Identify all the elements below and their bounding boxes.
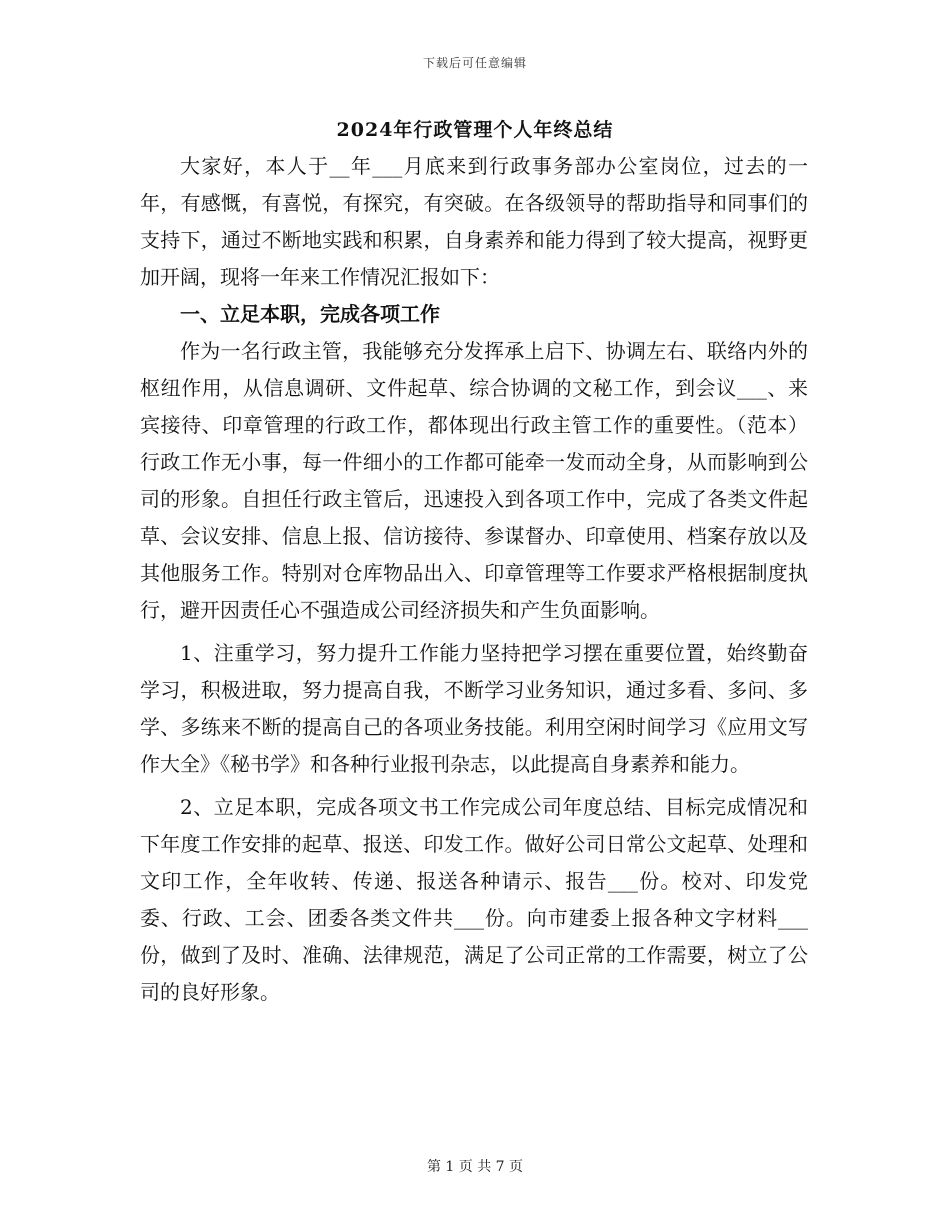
- body-paragraph: 作为一名行政主管，我能够充分发挥承上启下、协调左右、联络内外的枢纽作用，从信息调研、文件起草、综合协调的文秘工作，到会议___、来宾接待、印章管理的行政工作，都体现出行政主管工作的重要性。（范本）行政工作无小事，每一件细小的工作都可能牵一发而动全身，从而影响到公司的形象。自担任行政主管后，迅速投入到各项工作中，完成了各类文件起草、会议安排、信息上报、信访接待、参谋督办、印章使用、档案存放以及其他服务工作。特别对仓库物品出入、印章管理等工作要求严格根据制度执行，避开因责任心不强造成公司经济损失和产生负面影响。: [140, 339, 808, 622]
- intro-paragraph: 大家好，本人于__年___月底来到行政事务部办公室岗位，过去的一年，有感慨，有喜悦，有探究，有突破。在各级领导的帮助指导和同事们的支持下，通过不断地实践和积累，自身素养和能力得到了较大提高，视野更加开阔，现将一年来工作情况汇报如下：: [140, 154, 808, 289]
- page-footer: 第 1 页 共 7 页: [426, 1159, 524, 1175]
- document-body: [140, 148, 808, 1011]
- header-note: 下载后可任意编辑: [422, 56, 527, 70]
- body-paragraph: 1、注重学习，努力提升工作能力坚持把学习摆在重要位置，始终勤奋学习，积极进取，努力提高自我，不断学习业务知识，通过多看、多问、多学、多练来不断的提高自己的各项业务技能。利用空闲时间学习《应用文写作大全》《秘书学》和各种行业报刊杂志，以此提高自身素养和能力。: [140, 641, 808, 776]
- section-heading: 一、立足本职，完成各项工作: [180, 302, 440, 326]
- body-paragraph: 2、立足本职，完成各项文书工作完成公司年度总结、目标完成情况和下年度工作安排的起草、报送、印发工作。做好公司日常公文起草、处理和文印工作，全年收转、传递、报送各种请示、报告___份。校对、印发党委、行政、工会、团委各类文件共___份。向市建委上报各种文字材料___份，做到了及时、准确、法律规范，满足了公司正常的工作需要，树立了公司的良好形象。: [140, 795, 808, 1004]
- document-title: 2024年行政管理个人年终总结: [336, 119, 614, 141]
